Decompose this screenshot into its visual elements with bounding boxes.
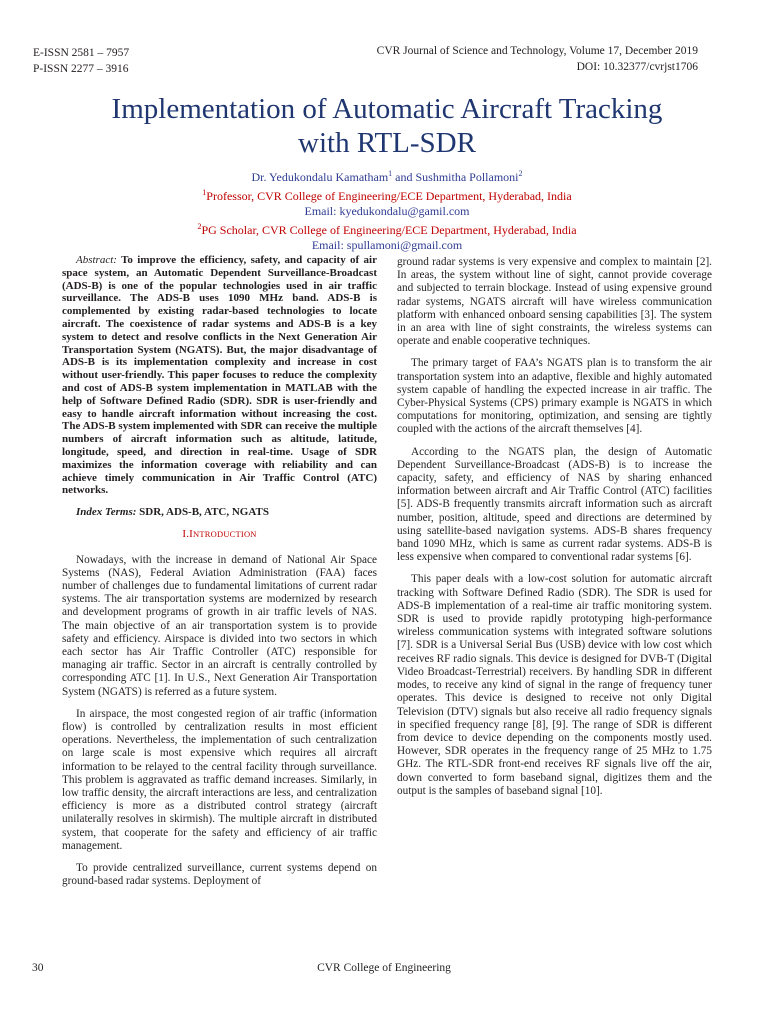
email-2: Email: spullamoni@gmail.com (311, 238, 463, 252)
index-terms (62, 506, 377, 519)
right-paragraph: The primary target of FAA’s NGATS plan is to transform the air transportation system into an adaptive, flexible and highly automated system capable of handling the expected increase in air traffic. The Cyber-Physical Systems (CPS) primary example is NGATS in which computations for monitoring, optimization, and sensing are tightly coupled with the actions of the aircraft themselves [4]. (397, 357, 712, 436)
left-paragraph: Nowadays, with the increase in demand of National Air Space Systems (NAS), Federal Aviation Administration (FAA) faces number of challenges due to fundamental limitations of current radar systems. The air transportation systems are modernized by research and development programs of growth in air traffic levels of NAS. The main objective of an air transportation system is to provide safety and efficiency. Airspace is divided into two sectors in which each sector has Air Traffic Controller (ATC) responsible for managing air traffic. Sector in an aircraft is centrally controlled by corresponding ATC [1]. In U.S., Next Generation Air Transportation System (NGATS) is referred as a future system. (62, 553, 377, 698)
eissn: E-ISSN 2581 – 7957 (33, 47, 130, 59)
right-column (397, 256, 712, 807)
email-1: Email: kyedukondalu@gamil.com (304, 204, 470, 218)
index-terms-label: Index Terms: (76, 506, 137, 519)
abstract-label: Abstract: (76, 254, 117, 266)
affiliation-2-sup: 2 (197, 222, 202, 231)
doi: DOI: 10.32377/cvrjst1706 (576, 61, 698, 73)
index-terms-text: SDR, ADS-B, ATC, NGATS (136, 506, 269, 519)
journal-name: CVR Journal of Science and Technology, Volume 17, December 2019 (376, 45, 698, 57)
affiliation-2-text: PG Scholar, CVR College of Engineering/ECE Department, Hyderabad, India (201, 223, 577, 237)
section-number: I. (182, 528, 190, 541)
section-heading-introduction (62, 528, 377, 541)
affiliation-2 (40, 219, 734, 238)
affiliation-1-text: Professor, CVR College of Engineering/ECE Department, Hyderabad, India (206, 189, 572, 203)
section-rest: NTRODUCTION (193, 529, 257, 540)
author-2-sup: 2 (518, 169, 523, 178)
pissn: P-ISSN 2277 – 3916 (33, 63, 129, 75)
right-paragraph: This paper deals with a low-cost solution for automatic aircraft tracking with Software Defined Radio (SDR). The SDR is used for ADS-B implementation of a real-time air traffic monitoring system. SDR is used to provide rapidly prototyping high-performance wireless communication systems with integrated software solutions [7]. SDR is a Universal Serial Bus (USB) device with low cost which receives RF radio signals. This device is designed for DVB-T (Digital Video Broadcast-Terrestrial) receivers. By handling SDR in different modes, to receive any kind of signal in the range of frequency tuner operates. This device is designed to receive not only Digital Television (DTV) signals but also receive all radio frequency signals in specified frequency range [8], [9]. The range of SDR is different from device to device depending on the components mostly used. However, SDR operates in the frequency range of 25 MHz to 1.75 GHz. The RTL-SDR front-end receives RF signals live off the air, down converted to form baseband signal, digitizes them and the output is the samples of baseband signal [10]. (397, 573, 712, 797)
author-1-sup: 1 (388, 169, 393, 178)
right-paragraph: According to the NGATS plan, the design of Automatic Dependent Surveillance-Broadcast (ADS-B) is to increase the capacity, safety, and efficiency of NAS by sharing enhanced information between aircraft and Air Traffic Control (ATC) facilities [5]. ADS-B frequently transmits aircraft information such as aircraft number, position, altitude, speed and directions are determined by using satellite-based navigation systems. ADS-B shares frequency band 1090 MHz, which is same as current radar systems. ADS-B is less expensive when compared to conventional radar systems [6]. (397, 445, 712, 564)
page-number: 30 (32, 962, 44, 974)
journal-info (377, 43, 698, 75)
title-line-2: with RTL-SDR (298, 127, 476, 159)
author-2: and Sushmitha Pollamoni (392, 170, 519, 184)
footer-text: CVR College of Engineering (317, 962, 451, 974)
affiliation-1-sup: 1 (202, 188, 207, 197)
left-paragraph: In airspace, the most congested region of air traffic (information flow) is controlled by centralization results in most efficient operations. Nevertheless, the implementation of such centralization on large scale is most expensive which requires all aircraft information to be relayed to the central facility through surveillance. This problem is aggravated as traffic demand increases. Similarly, in low traffic density, the aircraft interactions are less, and centralization efficiency is more as a distributed control strategy (aircraft unilaterally resolves in skirmish). The multiple aircraft in distributed system, that cooperate for the safety and efficiency of air traffic management. (62, 707, 377, 852)
abstract (62, 254, 377, 497)
affiliation-1 (40, 185, 734, 204)
section-first-letter: I (189, 528, 194, 541)
right-paragraph: ground radar systems is very expensive and complex to maintain [2]. In areas, the system without line of sight, cannot provide coverage and subjected to terrain blockage. Instead of using expensive ground radar systems, NGATS aircraft will have wireless communication platform with enhanced onboard sensing capabilities [3]. The system in an area with line of sight constraints, the wireless systems can operate and enable cooperative techniques. (397, 256, 712, 348)
issn-block (33, 45, 129, 77)
left-column (62, 254, 377, 897)
left-paragraph: To provide centralized surveillance, current systems depend on ground-based radar systems. Deployment of (62, 862, 377, 888)
author-line (40, 166, 734, 185)
paper-title (40, 92, 734, 160)
abstract-text: To improve the efficiency, safety, and capacity of air space system, an Automatic Dependent Surveillance-Broadcast (ADS-B) is one of the popular technologies used in air traffic surveillance. The ADS-B uses 1090 MHz band. ADS-B is complemented by existing radar-based technologies to locate aircraft. The coexistence of radar systems and ADS-B is a key system to detect and resolve conflicts in the Next Generation Air Transportation System (NGATS). But, the major disadvantage of ADS-B is its implementation complexity and increase in cost without user-friendly. This paper focuses to reduce the complexity and cost of ADS-B system implementation in MATLAB with the help of Software Defined Radio (SDR). SDR is user-friendly and easy to handle aircraft information without increasing the cost. The ADS-B system implemented with SDR can receive the multiple numbers of aircraft information such as altitude, latitude, longitude, speed, and direction in real-time. Usage of SDR maximizes the information coverage with reliability and can achieve timely communication in Air Traffic Control (ATC) networks. (62, 254, 377, 497)
title-line-1: Implementation of Automatic Aircraft Tracking (111, 93, 663, 125)
authors-block (40, 166, 734, 253)
author-1: Dr. Yedukondalu Kamatham (251, 170, 389, 184)
